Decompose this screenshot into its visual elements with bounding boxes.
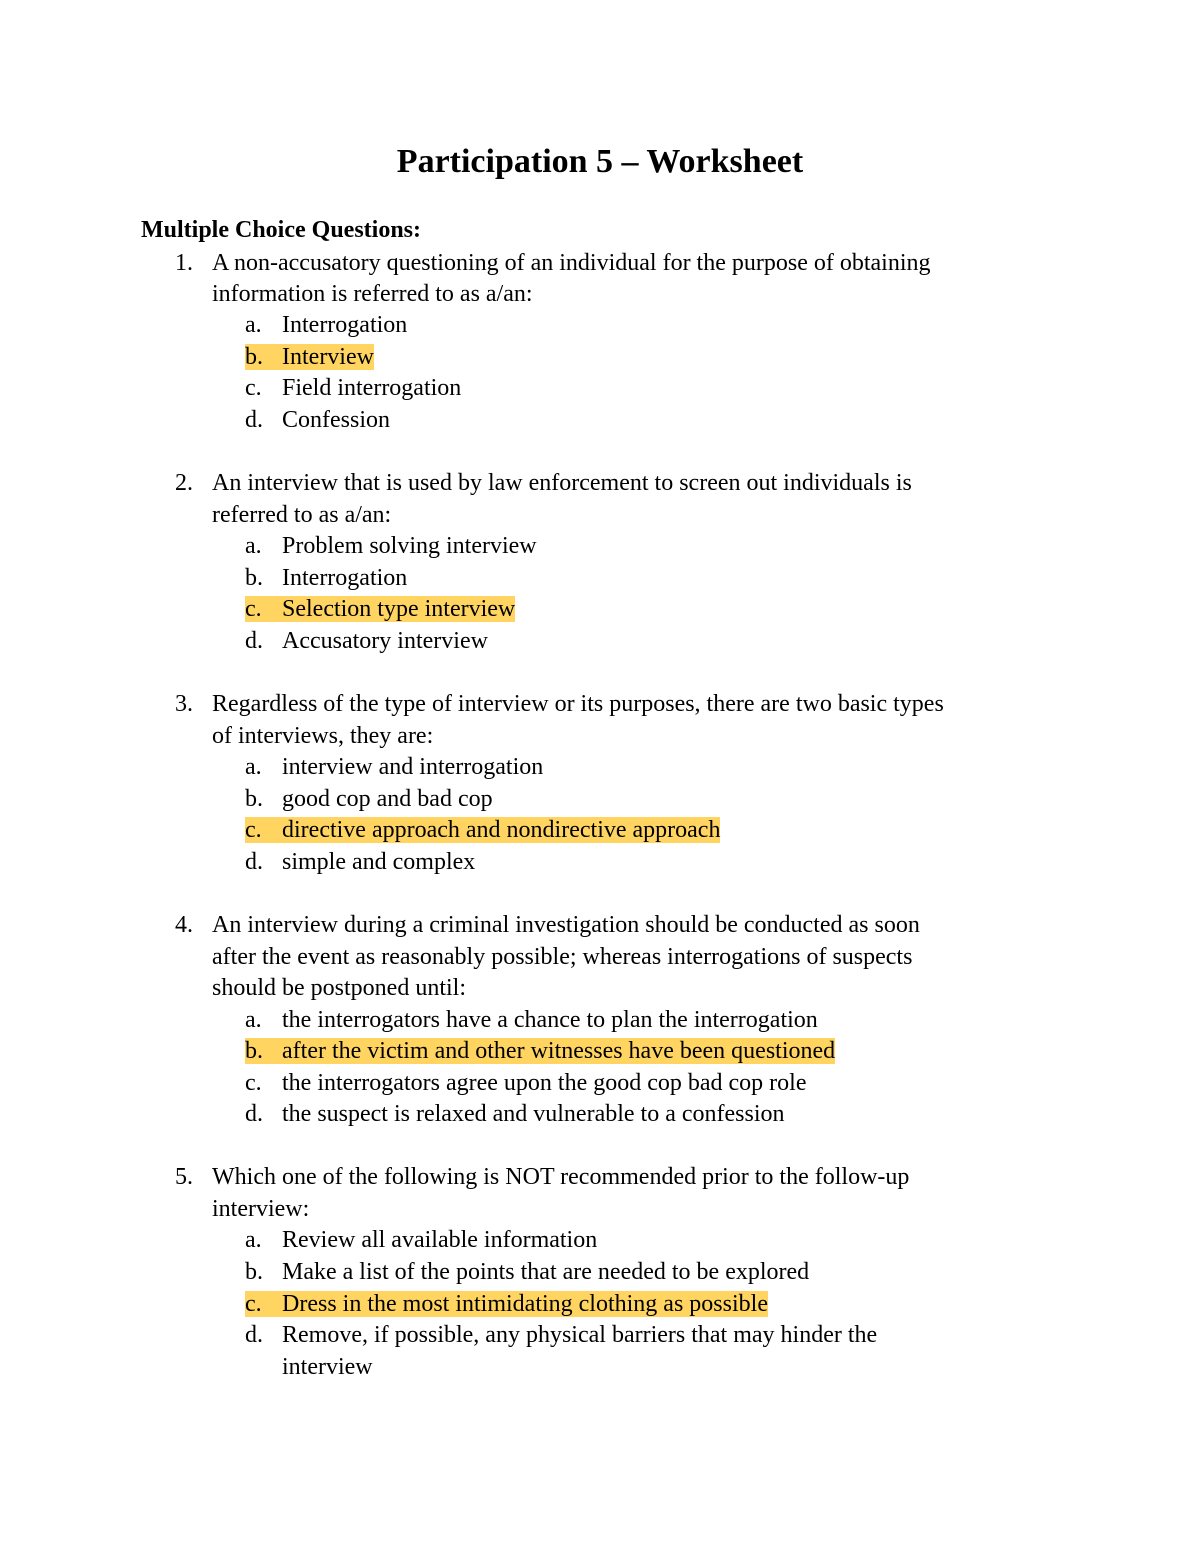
question-5-option-a: a. Review all available information: [245, 1227, 598, 1253]
question-4-option-d: d. the suspect is relaxed and vulnerable to a confession: [245, 1101, 785, 1127]
page-title: Participation 5 – Worksheet: [396, 143, 804, 180]
question-4-line-3: should be postponed until:: [212, 975, 466, 1001]
question-1-line-2: information is referred to as a/an:: [212, 281, 533, 307]
question-3-option-c: c. directive approach and nondirective approach: [245, 817, 721, 843]
question-5-option-d-continuation: interview: [282, 1354, 373, 1380]
question-1-option-b: b. Interview: [245, 344, 374, 370]
question-4-option-a: a. the interrogators have a chance to plan the interrogation: [245, 1007, 818, 1033]
question-1-number: 1.: [175, 250, 193, 276]
question-1-line-1: A non-accusatory questioning of an individual for the purpose of obtaining: [212, 250, 931, 276]
section-heading: Multiple Choice Questions:: [141, 217, 421, 243]
question-3-option-a: a. interview and interrogation: [245, 754, 544, 780]
question-1-option-d: d. Confession: [245, 407, 390, 433]
question-4-line-2: after the event as reasonably possible; whereas interrogations of suspects: [212, 944, 913, 970]
question-5-option-d: d. Remove, if possible, any physical barriers that may hinder the: [245, 1322, 878, 1348]
question-5-line-2: interview:: [212, 1196, 310, 1222]
question-3-line-1: Regardless of the type of interview or its purposes, there are two basic types: [212, 691, 944, 717]
question-3-number: 3.: [175, 691, 193, 717]
question-5-line-1: Which one of the following is NOT recommended prior to the follow-up: [212, 1164, 910, 1190]
question-5-option-b: b. Make a list of the points that are needed to be explored: [245, 1259, 810, 1285]
question-3-line-2: of interviews, they are:: [212, 723, 434, 749]
question-2-option-a: a. Problem solving interview: [245, 533, 537, 559]
question-2-option-c: c. Selection type interview: [245, 596, 516, 622]
question-4-option-c: c. the interrogators agree upon the good cop bad cop role: [245, 1070, 807, 1096]
question-2-option-d: d. Accusatory interview: [245, 628, 488, 654]
question-1-option-c: c. Field interrogation: [245, 375, 462, 401]
question-4-number: 4.: [175, 912, 193, 938]
question-3-option-b: b. good cop and bad cop: [245, 786, 493, 812]
question-2-number: 2.: [175, 470, 193, 496]
question-5-number: 5.: [175, 1164, 193, 1190]
question-5-option-c: c. Dress in the most intimidating clothing as possible: [245, 1291, 768, 1317]
question-2-option-b: b. Interrogation: [245, 565, 408, 591]
question-4-line-1: An interview during a criminal investigation should be conducted as soon: [212, 912, 920, 938]
question-2-line-2: referred to as a/an:: [212, 502, 392, 528]
question-4-option-b: b. after the victim and other witnesses have been questioned: [245, 1038, 836, 1064]
question-3-option-d: d. simple and complex: [245, 849, 476, 875]
question-1-option-a: a. Interrogation: [245, 312, 408, 338]
question-2-line-1: An interview that is used by law enforcement to screen out individuals is: [212, 470, 912, 496]
